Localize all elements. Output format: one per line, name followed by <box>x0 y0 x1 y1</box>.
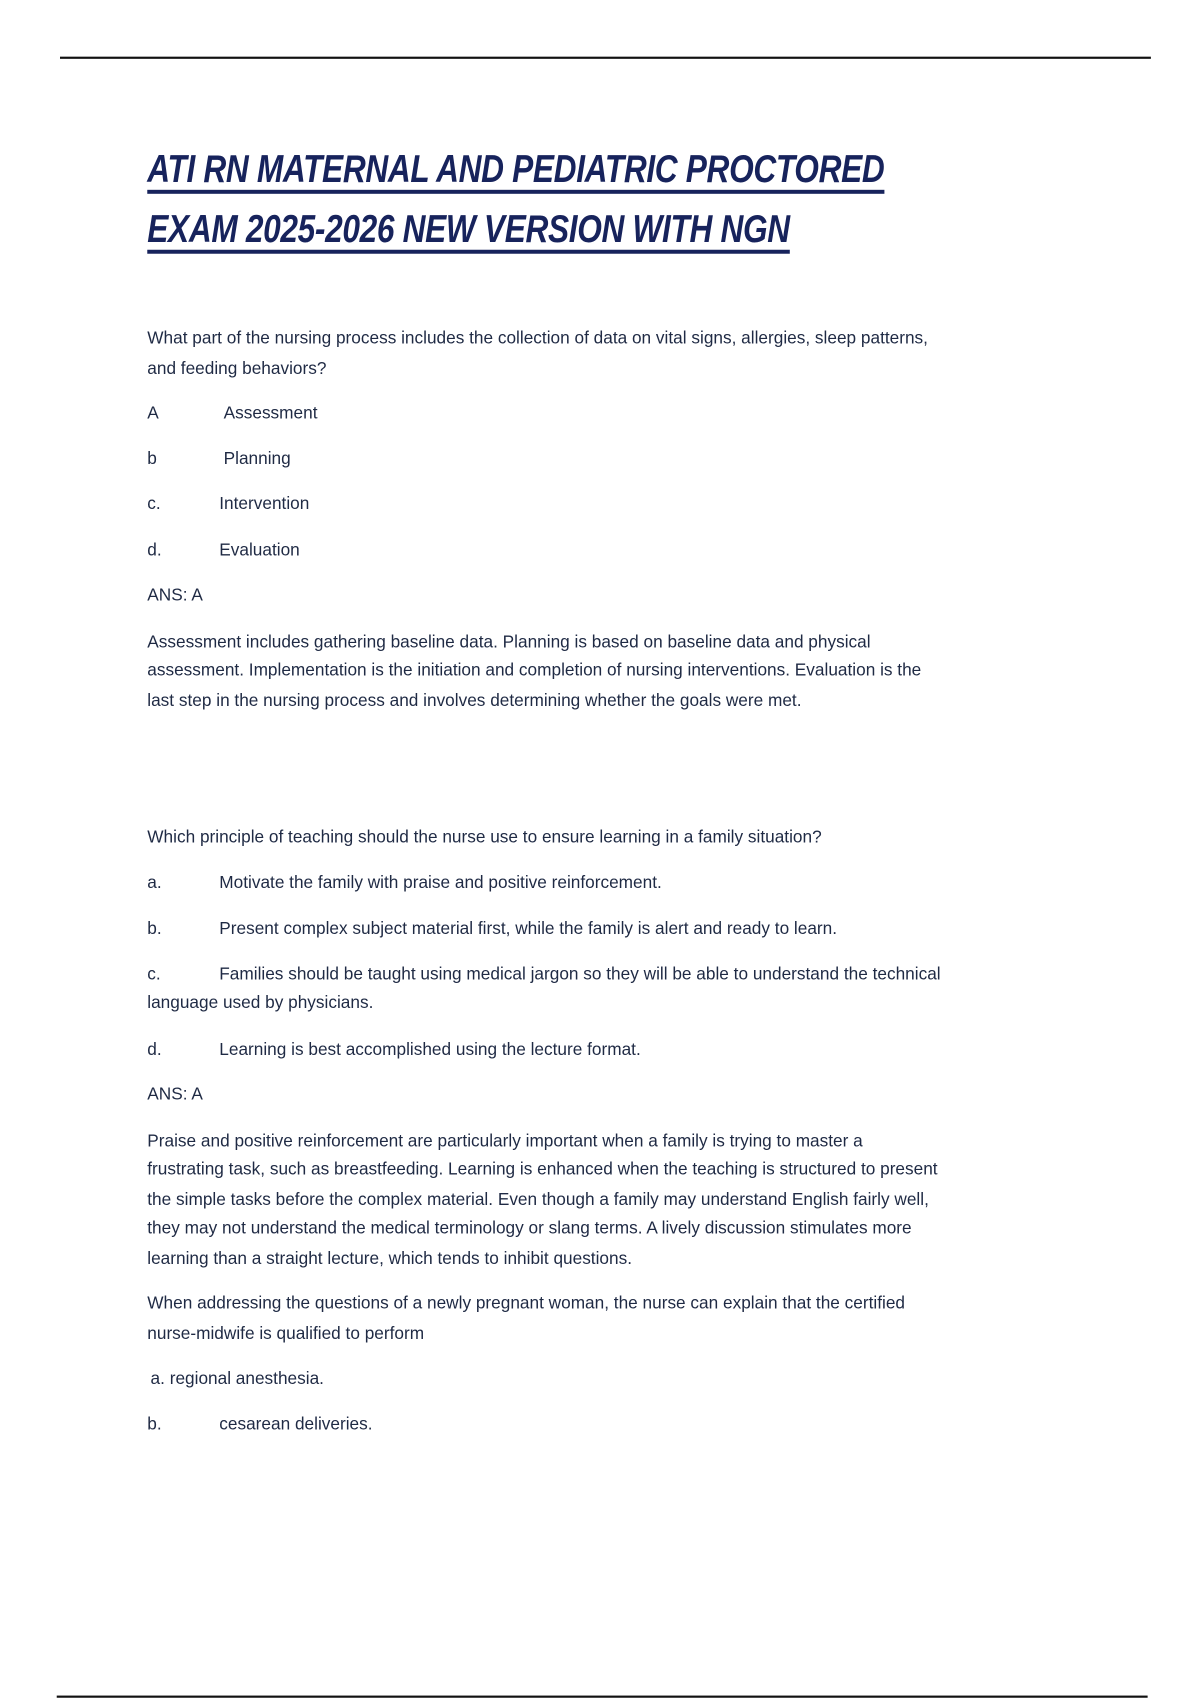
option-text: a. regional anesthesia. <box>150 1369 324 1389</box>
option-letter: c. <box>147 494 161 514</box>
title-line-2: EXAM 2025-2026 NEW VERSION WITH NGN <box>147 208 790 252</box>
option-letter: d. <box>147 541 162 561</box>
option-text-continued: language used by physicians. <box>147 993 374 1013</box>
rationale-line: Praise and positive reinforcement are particularly important when a family is trying to master a <box>147 1132 863 1151</box>
rationale-line: last step in the nursing process and involves determining whether the goals were met. <box>147 691 802 711</box>
answer: ANS: A <box>147 586 203 605</box>
option-text: Assessment <box>223 404 318 423</box>
option-letter: b. <box>147 1415 162 1435</box>
option-text: Learning is best accomplished using the lecture format. <box>219 1040 641 1060</box>
top-rule <box>60 57 1151 59</box>
rationale-line: assessment. Implementation is the initiation and completion of nursing interventions. Evaluation is the <box>147 661 922 680</box>
option-letter: a. <box>147 873 162 893</box>
bottom-rule <box>57 1696 1148 1698</box>
option-text: Intervention <box>219 494 310 514</box>
option-text: Evaluation <box>219 541 300 561</box>
title-line-1: ATI RN MATERNAL AND PEDIATRIC PROCTORED <box>147 148 885 192</box>
rationale-line: frustrating task, such as breastfeeding. Learning is enhanced when the teaching is structured to present <box>147 1160 938 1180</box>
question-3-stem: nurse-midwife is qualified to perform <box>147 1325 425 1344</box>
option-text: cesarean deliveries. <box>219 1415 373 1435</box>
option-text: Planning <box>223 450 291 469</box>
rationale-line: Assessment includes gathering baseline data. Planning is based on baseline data and physical <box>147 633 871 652</box>
question-1-stem: What part of the nursing process includes the collection of data on vital signs, allergies, sleep patterns, <box>147 329 928 348</box>
option-text: Motivate the family with praise and positive reinforcement. <box>219 873 662 893</box>
rationale-line: learning than a straight lecture, which tends to inhibit questions. <box>147 1249 633 1269</box>
option-letter: b. <box>147 919 162 939</box>
option-text: Families should be taught using medical jargon so they will be able to understand the technical <box>219 965 941 984</box>
option-text: Present complex subject material first, while the family is alert and ready to learn. <box>219 919 838 939</box>
question-2-stem: Which principle of teaching should the nurse use to ensure learning in a family situation? <box>147 828 822 847</box>
option-letter: A <box>147 404 159 423</box>
option-letter: c. <box>147 965 161 984</box>
question-1-stem: and feeding behaviors? <box>147 359 327 379</box>
rationale-line: they may not understand the medical terminology or slang terms. A lively discussion stimulates more <box>147 1219 912 1238</box>
option-letter: d. <box>147 1040 162 1060</box>
question-3-stem: When addressing the questions of a newly pregnant woman, the nurse can explain that the certified <box>147 1294 906 1314</box>
answer: ANS: A <box>147 1085 203 1104</box>
rationale-line: the simple tasks before the complex material. Even though a family may understand English fairly well, <box>147 1191 929 1210</box>
option-letter: b <box>147 450 157 469</box>
